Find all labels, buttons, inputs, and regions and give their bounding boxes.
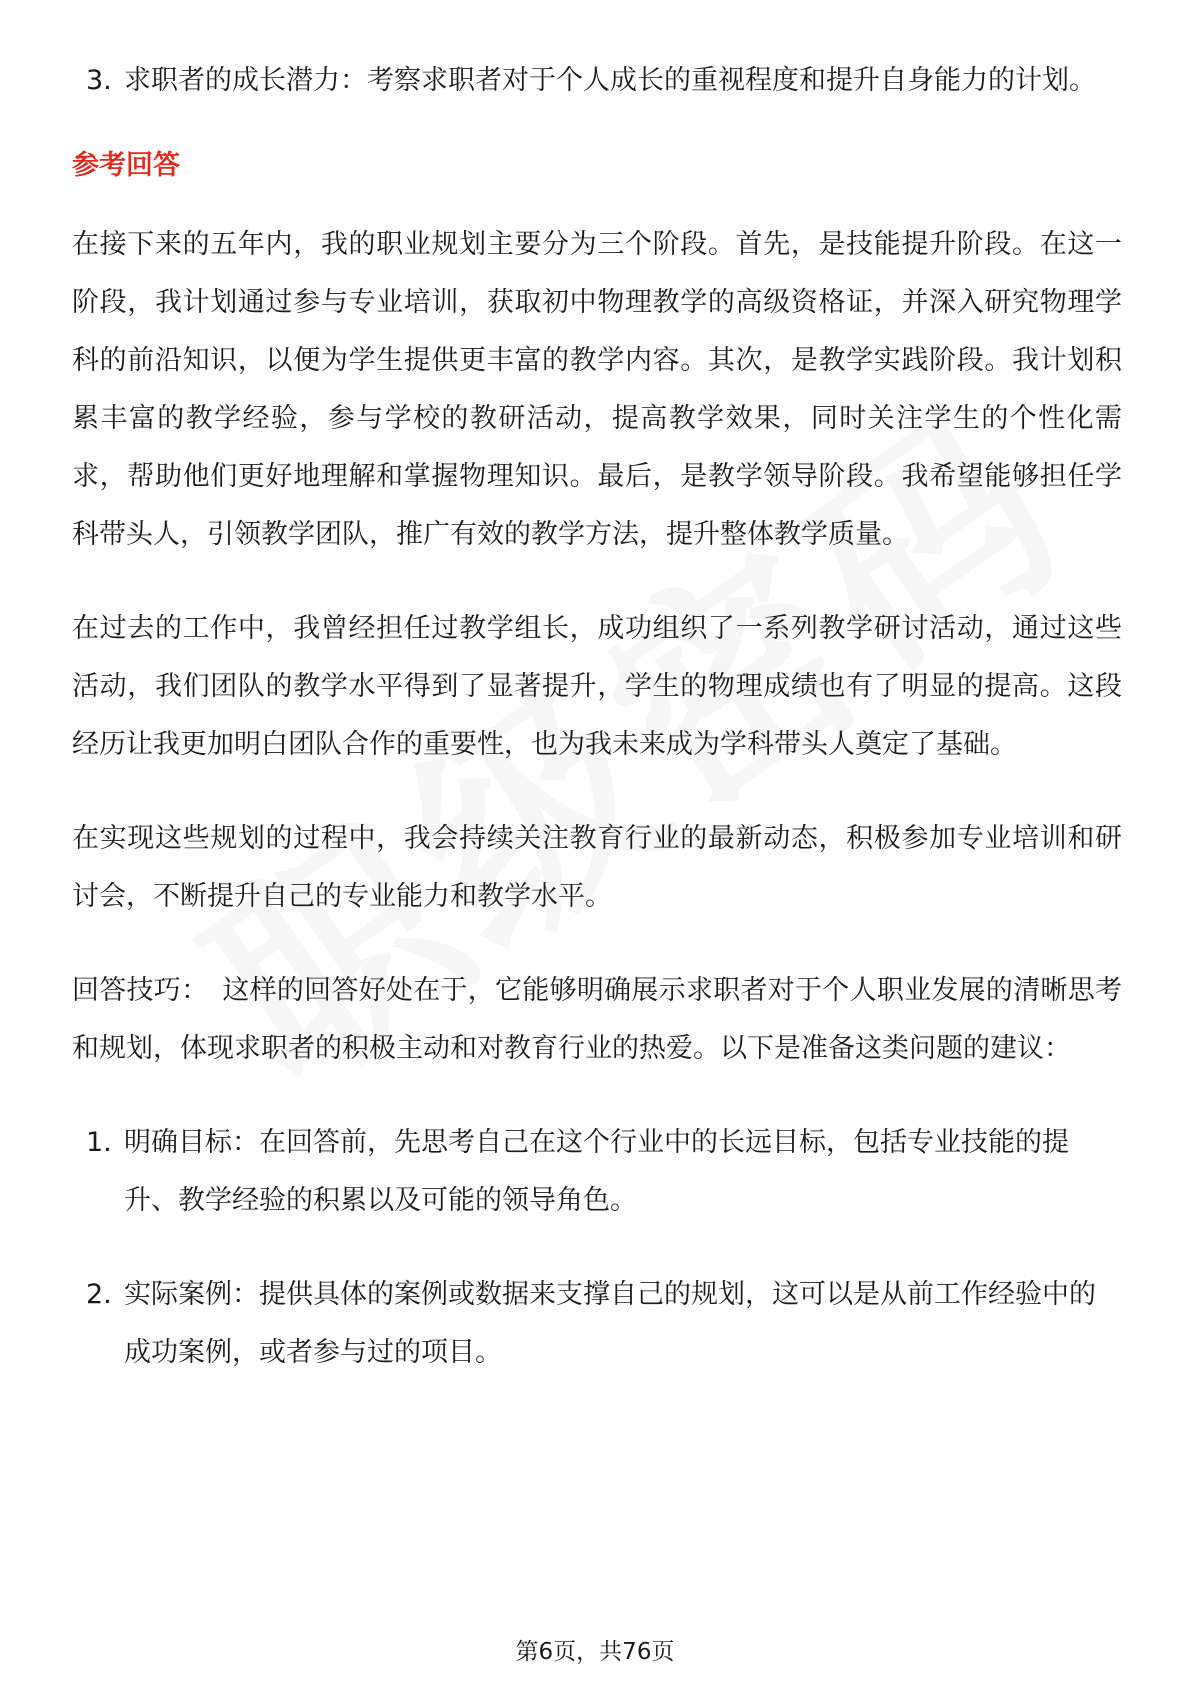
list-item-text: 明确目标：在回答前，先思考自己在这个行业中的长远目标，包括专业技能的提升、教学经验的积累以及可能的领导角色。	[124, 1127, 1069, 1216]
list-item-3	[72, 52, 1122, 110]
answer-paragraph-3: 在实现这些规划的过程中，我会持续关注教育行业的最新动态，积极参加专业培训和研讨会，不断提升自己的专业能力和教学水平。	[72, 823, 1122, 912]
list-number: 1.	[86, 1127, 112, 1158]
list-number: 3.	[86, 65, 112, 96]
list-number: 2.	[86, 1279, 112, 1310]
tips-paragraph	[72, 962, 1122, 1078]
tips-text: 这样的回答好处在于，它能够明确展示求职者对于个人职业发展的清晰思考和规划，体现求职者的积极主动和对教育行业的热爱。以下是准备这类问题的建议：	[72, 975, 1123, 1064]
tips-list-item-1	[72, 1114, 1122, 1230]
list-item-text: 实际案例：提供具体的案例或数据来支撑自己的规划，这可以是从前工作经验中的成功案例，或者参与过的项目。	[124, 1279, 1096, 1368]
answer-paragraph-2: 在过去的工作中，我曾经担任过教学组长，成功组织了一系列教学研讨活动，通过这些活动，我们团队的教学水平得到了显著提升，学生的物理成绩也有了明显的提高。这段经历让我更加明白团队合作的重要性，也为我未来成为学科带头人奠定了基础。	[72, 613, 1122, 760]
list-item-text: 求职者的成长潜力：考察求职者对于个人成长的重视程度和提升自身能力的计划。	[124, 65, 1096, 96]
tips-label: 回答技巧：	[72, 975, 209, 1006]
answer-paragraph-1: 在接下来的五年内，我的职业规划主要分为三个阶段。首先，是技能提升阶段。在这一阶段，我计划通过参与专业培训，获取初中物理教学的高级资格证，并深入研究物理学科的前沿知识，以便为学生提供更丰富的教学内容。其次，是教学实践阶段。我计划积累丰富的教学经验，参与学校的教研活动，提高教学效果，同时关注学生的个性化需求，帮助他们更好地理解和掌握物理知识。最后，是教学领导阶段。我希望能够担任学科带头人，引领教学团队，推广有效的教学方法，提升整体教学质量。	[72, 229, 1122, 550]
page-content	[72, 52, 1122, 1418]
tips-list-item-2	[72, 1266, 1122, 1382]
page-footer: 第6页，共76页	[515, 1639, 675, 1665]
section-title-answer: 参考回答	[72, 150, 180, 181]
